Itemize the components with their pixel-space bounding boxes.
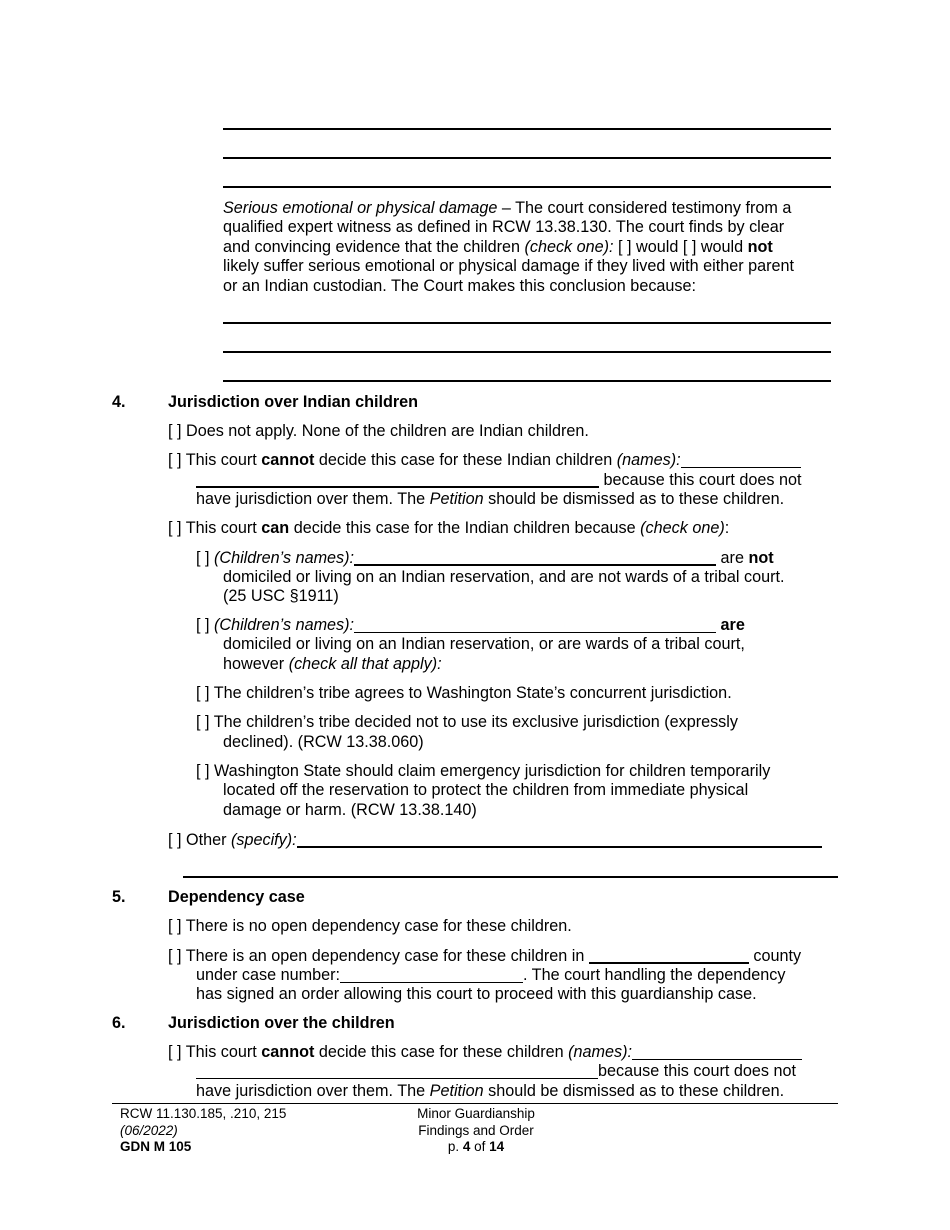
footer-rule <box>112 1103 838 1104</box>
footer-rcw: RCW 11.130.185, .210, 215 <box>120 1106 287 1121</box>
section-5-title: Dependency case <box>168 888 305 906</box>
childrens-names-field[interactable] <box>354 548 716 566</box>
answer-line-2[interactable] <box>223 157 831 159</box>
section-6-title: Jurisdiction over the children <box>168 1014 395 1032</box>
s4-sub-concurrent: [ ] The children’s tribe agrees to Washington State’s concurrent jurisdiction. <box>196 684 732 702</box>
answer-line-4[interactable] <box>223 322 831 324</box>
names-field[interactable] <box>681 451 801 468</box>
checkbox[interactable]: [ ] <box>168 947 182 965</box>
checkbox[interactable]: [ ] <box>168 1043 182 1061</box>
other-specify-field[interactable] <box>297 830 822 848</box>
page-number: p. 4 of 14 <box>447 1139 505 1154</box>
answer-line-1[interactable] <box>223 128 831 130</box>
checkbox[interactable]: [ ] <box>168 519 182 537</box>
footer-center <box>396 1106 556 1156</box>
footer-title-1: Minor Guardianship <box>417 1106 535 1121</box>
answer-line-5[interactable] <box>223 351 831 353</box>
s4-option-does-not-apply: [ ] Does not apply. None of the children are Indian children. <box>168 422 589 440</box>
case-number-field[interactable] <box>340 966 523 983</box>
checkbox[interactable]: [ ] <box>168 422 182 440</box>
damage-heading: Serious emotional or physical damage <box>223 199 498 217</box>
s4-option-can: [ ] This court can decide this case for the Indian children because (check one): <box>168 519 730 537</box>
section-4-number: 4. <box>112 393 126 411</box>
checkbox[interactable]: [ ] <box>168 451 182 469</box>
s5-option-no-case: [ ] There is no open dependency case for these children. <box>168 917 572 935</box>
checkbox[interactable]: [ ] <box>196 713 210 731</box>
section-4-title: Jurisdiction over Indian children <box>168 393 419 411</box>
footer-title-2: Findings and Order <box>418 1122 534 1138</box>
checkbox[interactable]: [ ] <box>196 762 210 780</box>
checkbox[interactable]: [ ] <box>196 616 210 634</box>
checkbox[interactable]: [ ] <box>168 917 182 935</box>
section-5-number: 5. <box>112 888 126 906</box>
other-specify-line-2[interactable] <box>183 876 838 878</box>
answer-line-3[interactable] <box>223 186 831 188</box>
section-6-number: 6. <box>112 1014 126 1032</box>
names-field[interactable] <box>632 1043 802 1060</box>
footer-date: (06/2022) <box>120 1122 178 1138</box>
footer-form-number: GDN M 105 <box>120 1139 192 1154</box>
checkbox[interactable]: [ ] <box>196 684 210 702</box>
answer-line-6[interactable] <box>223 380 831 382</box>
childrens-names-field[interactable] <box>354 616 716 633</box>
names-field-continued[interactable] <box>196 1062 598 1079</box>
s4-option-other: [ ] Other (specify): <box>168 830 822 851</box>
would-checkboxes[interactable]: [ ] would [ ] would <box>613 238 748 256</box>
footer-left <box>120 1106 286 1156</box>
names-field-continued[interactable] <box>196 470 599 488</box>
checkbox[interactable]: [ ] <box>196 549 210 567</box>
county-field[interactable] <box>589 946 749 964</box>
checkbox[interactable]: [ ] <box>168 831 182 849</box>
